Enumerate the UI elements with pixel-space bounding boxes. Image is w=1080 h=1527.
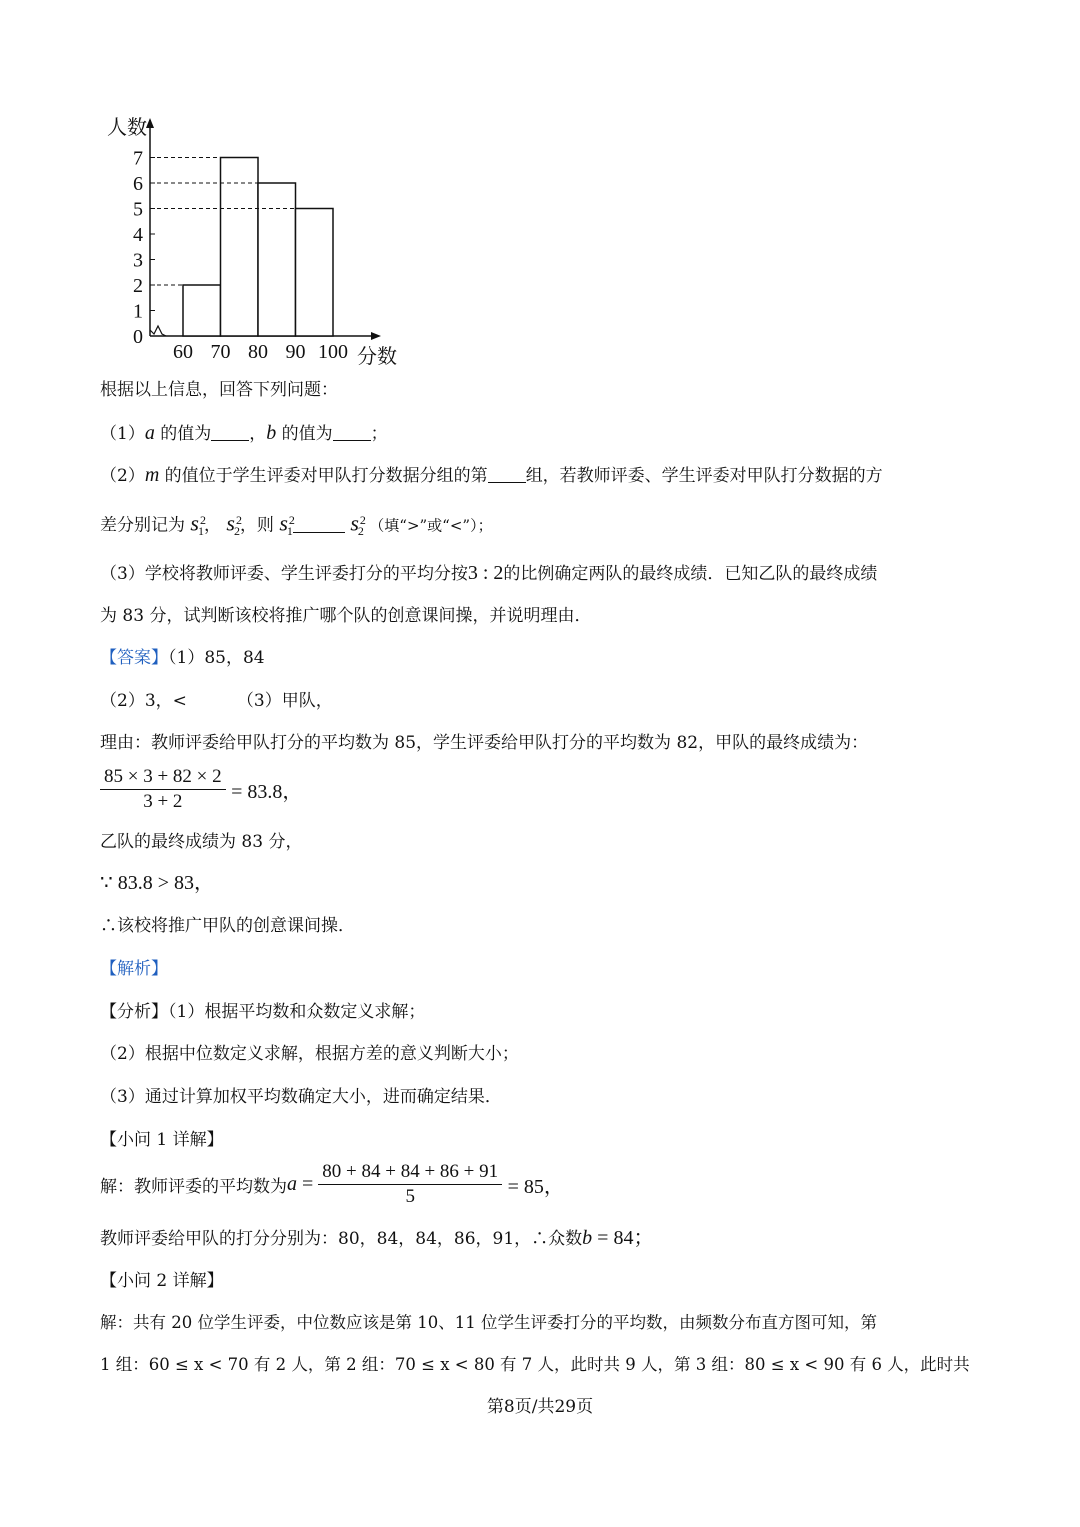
blank-group bbox=[488, 464, 526, 483]
answer-line-2: （2）3，< （3）甲队， bbox=[100, 691, 333, 711]
blank-a bbox=[211, 422, 249, 441]
histogram-bar bbox=[296, 209, 334, 337]
x-tick-label: 70 bbox=[210, 341, 231, 363]
var-b: b bbox=[266, 422, 277, 444]
histogram-bar bbox=[221, 158, 259, 337]
histogram-bar bbox=[183, 285, 221, 336]
x-tick-label: 90 bbox=[285, 341, 306, 363]
teacher-mean-formula: 解：教师评委的平均数为a = $\frac{80 + 84 + 84 + 86 + 91}{5}$ = 85， bbox=[100, 1161, 564, 1207]
because-line: ∵ 83.8 > 83， bbox=[100, 872, 215, 894]
xiaowen-2-line-2: 1 组：60 ≤ x < 70 有 2 人，第 2 组：70 ≤ x < 80 有 7 人，此时共 9 人，第 3 组：80 ≤ x < 90 有 6 人，此时共 bbox=[100, 1355, 970, 1374]
var-m: m bbox=[144, 464, 160, 486]
fenxi-line: 【分析】（1）根据平均数和众数定义求解； bbox=[100, 1002, 426, 1022]
final-score-formula: $\frac{85 \times 3 + 82 \times 2}{3 + 2}$ = 83.8， bbox=[100, 765, 302, 814]
xiaowen-2-line-1: 解：共有 20 位学生评委，中位数应该是第 10、11 位学生评委打分的平均数，由频数分布直方图可知，第 bbox=[100, 1313, 877, 1332]
fenxi-2: （2）根据中位数定义求解，根据方差的意义判断大小； bbox=[100, 1044, 519, 1064]
yi-final-score: 乙队的最终成绩为 83 分， bbox=[100, 832, 303, 852]
y-axis-arrow bbox=[146, 118, 154, 128]
question-1: （1）a 的值为 ，b 的值为 ； bbox=[100, 422, 388, 444]
y-tick-label: 7 bbox=[133, 147, 143, 170]
therefore-line: ∴该校将推广甲队的创意课间操． bbox=[100, 916, 355, 936]
y-axis-label: 人数 bbox=[107, 115, 147, 139]
xiaowen-2-tag: 【小问 2 详解】 bbox=[100, 1271, 224, 1291]
reason-text: 理由：教师评委给甲队打分的平均数为 85，学生评委给甲队打分的平均数为 82，甲队的最终成绩为： bbox=[100, 733, 869, 753]
histogram-bar bbox=[258, 183, 296, 336]
y-tick-label: 5 bbox=[133, 198, 143, 221]
question-2-line-2: 差分别记为 $s^2_1$， $s^2_2$，则 $s^2_1$ $s^2_2$ （填“>”或“<”）； bbox=[100, 510, 493, 539]
y-tick-label: 3 bbox=[133, 249, 143, 272]
page-footer: 第8页/共29页 bbox=[486, 1397, 594, 1417]
intro-text: 根据以上信息，回答下列问题： bbox=[100, 380, 338, 400]
answer-tag: 【答案】 bbox=[100, 648, 168, 668]
jiexi-tag: 【解析】 bbox=[100, 959, 168, 979]
question-2-line-1: （2）m 的值位于学生评委对甲队打分数据分组的第 组，若教师评委、学生评委对甲队打分数据的方 bbox=[100, 464, 883, 486]
x-axis-label: 分数 bbox=[357, 344, 397, 368]
question-3-line-2: 为 83 分，试判断该校将推广哪个队的创意课间操，并说明理由． bbox=[100, 606, 592, 626]
var-a: a bbox=[144, 422, 155, 444]
x-axis-arrow bbox=[371, 332, 381, 340]
question-3-line-1: （3）学校将教师评委、学生评委打分的平均分按3 : 2的比例确定两队的最终成绩．已知乙队的最终成绩 bbox=[100, 562, 878, 584]
answer-line-1: 【答案】（1）85，84 bbox=[100, 648, 265, 668]
score-histogram bbox=[95, 112, 415, 372]
axis-break bbox=[150, 326, 166, 336]
teacher-scores-line: 教师评委给甲队的打分分别为：80，84，84，86，91，∴众数b = 84； bbox=[100, 1227, 654, 1249]
x-tick-label: 60 bbox=[173, 341, 193, 363]
y-tick-label: 2 bbox=[133, 275, 143, 297]
y-tick-label: 4 bbox=[133, 224, 143, 246]
y-tick-label: 6 bbox=[133, 173, 143, 195]
xiaowen-1-tag: 【小问 1 详解】 bbox=[100, 1130, 224, 1150]
x-tick-label: 80 bbox=[248, 341, 268, 363]
fenxi-3: （3）通过计算加权平均数确定大小，进而确定结果． bbox=[100, 1087, 502, 1107]
blank-b bbox=[333, 422, 371, 441]
y-tick-label: 0 bbox=[133, 326, 143, 348]
x-tick-label: 100 bbox=[318, 341, 348, 363]
y-tick-label: 1 bbox=[133, 300, 143, 323]
blank-compare bbox=[293, 514, 345, 533]
